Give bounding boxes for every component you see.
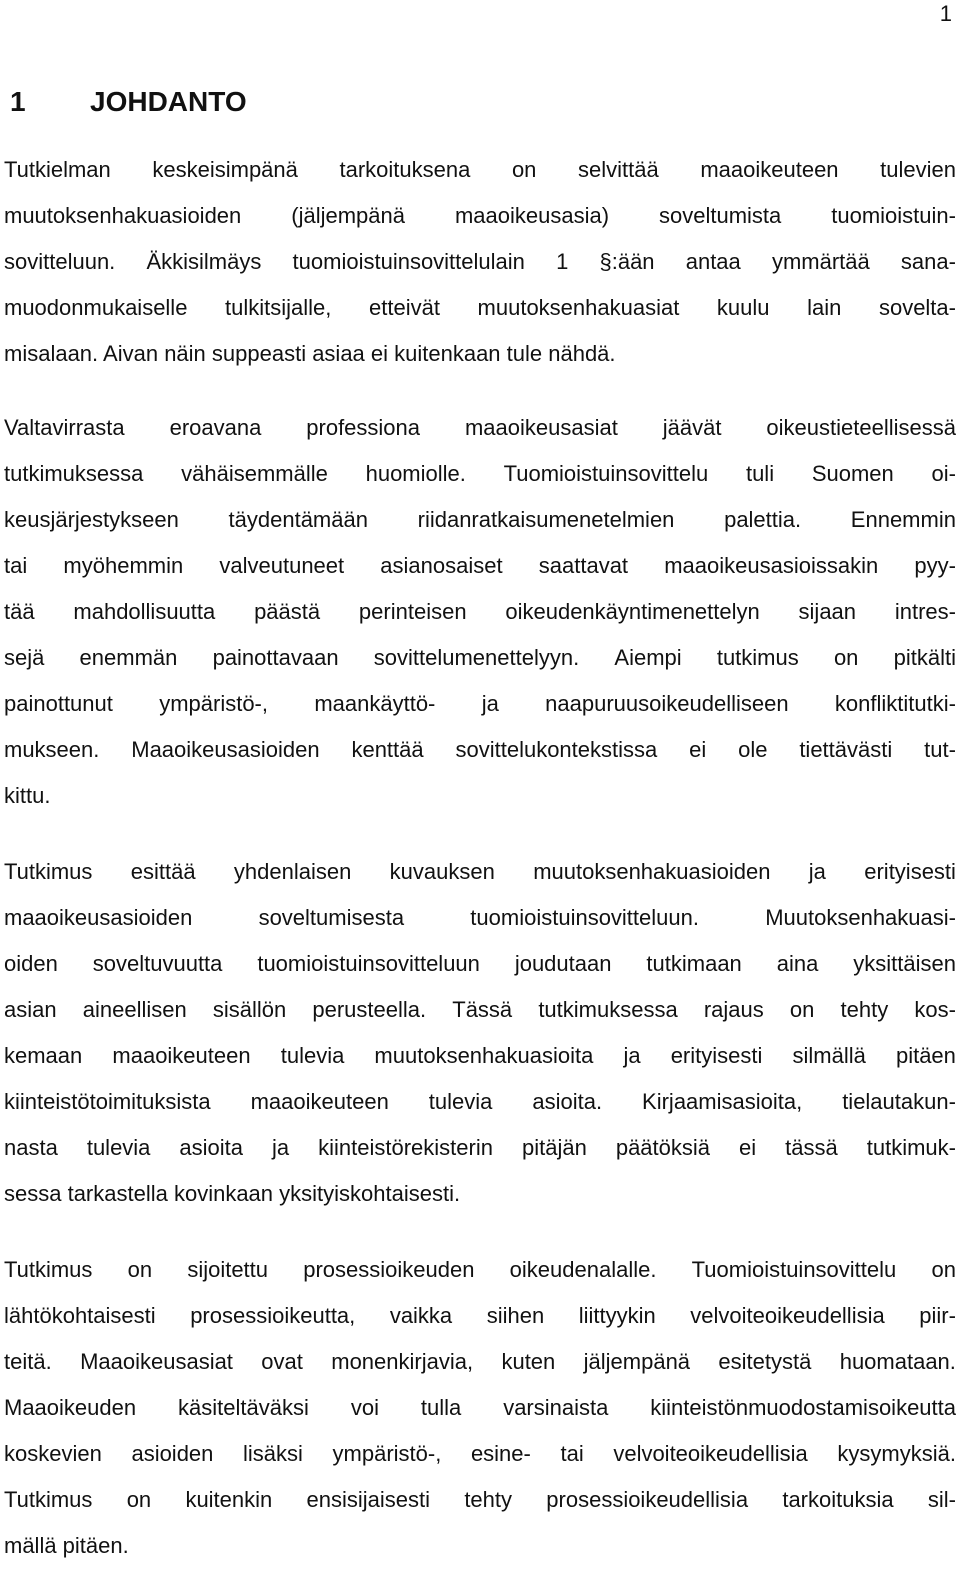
text-line: tai myöhemmin valveutuneet asianosaiset saattavat maaoikeusasioissakin pyy- [4, 553, 956, 578]
text-line: sovitteluun. Äkkisilmäys tuomioistuinsovittelulain 1 §:ään antaa ymmärtää sana- [4, 249, 956, 274]
text-line: kemaan maaoikeuteen tulevia muutoksenhakuasioita ja erityisesti silmällä pitäen [4, 1043, 956, 1068]
text-line: Maaoikeuden käsiteltäväksi voi tulla varsinaista kiinteistönmuodostamisoikeutta [4, 1395, 956, 1420]
text-line: mukseen. Maaoikeusasioiden kenttää sovittelukontekstissa ei ole tiettävästi tut- [4, 737, 956, 762]
text-line: Tutkimus esittää yhdenlaisen kuvauksen muutoksenhakuasioiden ja erityisesti [4, 859, 956, 884]
text-line: tutkimuksessa vähäisemmälle huomiolle. Tuomioistuinsovittelu tuli Suomen oi- [4, 461, 956, 486]
text-line: mällä pitäen. [4, 1533, 129, 1558]
text-line: muodonmukaiselle tulkitsijalle, etteivät muutoksenhakuasiat kuulu lain sovelta- [4, 295, 956, 320]
text-line: kittu. [4, 783, 51, 808]
text-line: Tutkimus on kuitenkin ensisijaisesti tehty prosessioikeudellisia tarkoituksia sil- [4, 1487, 956, 1512]
text-line: teitä. Maaoikeusasiat ovat monenkirjavia, kuten jäljempänä esitetystä huomataan. [4, 1349, 956, 1374]
text-line: Tutkimus on sijoitettu prosessioikeuden oikeudenalalle. Tuomioistuinsovittelu on [4, 1257, 956, 1282]
chapter-number: 1 [10, 86, 26, 117]
paragraph-2 [4, 405, 956, 819]
text-line: Tutkielman keskeisimpänä tarkoituksena on selvittää maaoikeuteen tulevien [4, 157, 956, 182]
text-line: nasta tulevia asioita ja kiinteistörekisterin pitäjän päätöksiä ei tässä tutkimuk- [4, 1135, 956, 1160]
text-line: kiinteistötoimituksista maaoikeuteen tulevia asioita. Kirjaamisasioita, tielautakun- [4, 1089, 956, 1114]
text-line: painottunut ympäristö-, maankäyttö- ja naapuruusoikeudelliseen konfliktitutki- [4, 691, 956, 716]
page-number: 1 [939, 1, 952, 26]
text-line: koskevien asioiden lisäksi ympäristö-, esine- tai velvoiteoikeudellisia kysymyksiä. [4, 1441, 956, 1466]
paragraph-1 [4, 147, 956, 377]
text-line: sejä enemmän painottavaan sovittelumenettelyyn. Aiempi tutkimus on pitkälti [4, 645, 956, 670]
paragraph-4 [4, 1247, 956, 1569]
text-line: muutoksenhakuasioiden (jäljempänä maaoikeusasia) soveltumista tuomioistuin- [4, 203, 956, 228]
text-line: maaoikeusasioiden soveltumisesta tuomioistuinsovitteluun. Muutoksenhakuasi- [4, 905, 956, 930]
text-line: tää mahdollisuutta päästä perinteisen oikeudenkäyntimenettelyn sijaan intres- [4, 599, 956, 624]
text-line: oiden soveltuvuutta tuomioistuinsovitteluun joudutaan tutkimaan aina yksittäisen [4, 951, 956, 976]
text-line: Valtavirrasta eroavana professiona maaoikeusasiat jäävät oikeustieteellisessä [4, 415, 956, 440]
text-line: misalaan. Aivan näin suppeasti asiaa ei kuitenkaan tule nähdä. [4, 341, 616, 366]
text-line: sessa tarkastella kovinkaan yksityiskohtaisesti. [4, 1181, 461, 1206]
paragraph-3 [4, 849, 956, 1217]
text-line: keusjärjestykseen täydentämään riidanratkaisumenetelmien palettia. Ennemmin [4, 507, 956, 532]
text-line: lähtökohtaisesti prosessioikeutta, vaikka siihen liittyykin velvoiteoikeudellisia piir- [4, 1303, 956, 1328]
chapter-title: JOHDANTO [90, 86, 247, 117]
chapter-heading [10, 84, 247, 120]
text-line: asian aineellisen sisällön perusteella. Tässä tutkimuksessa rajaus on tehty kos- [4, 997, 956, 1022]
